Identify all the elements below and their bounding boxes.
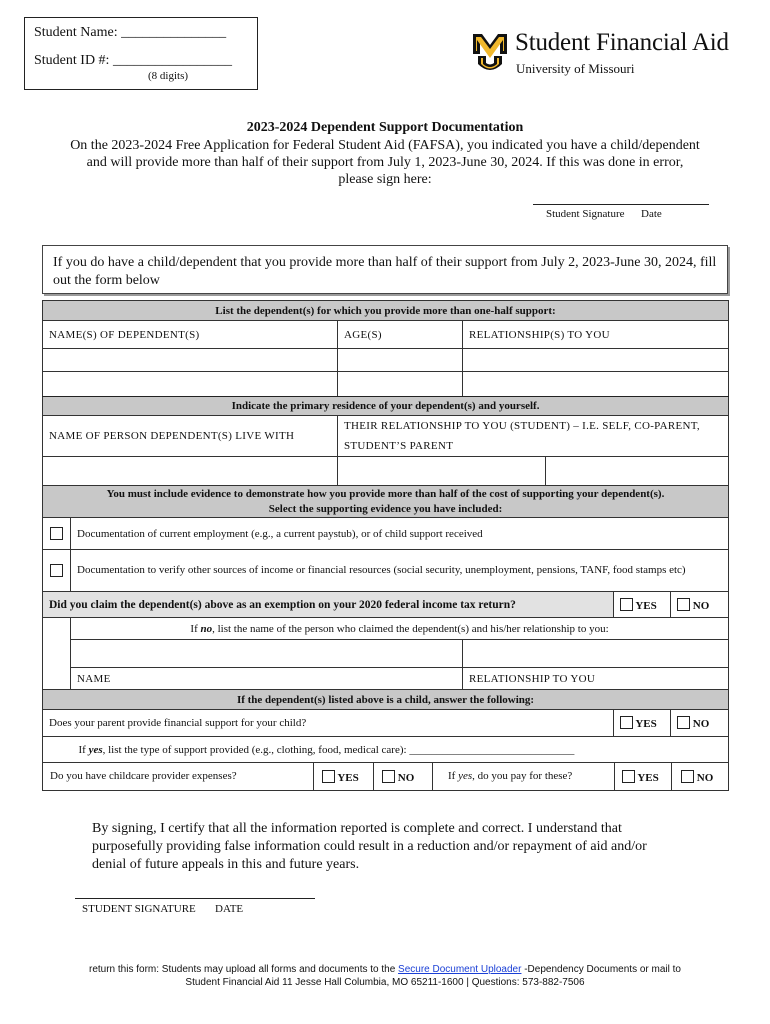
- brand-subtitle: University of Missouri: [516, 61, 635, 76]
- checkbox-icon[interactable]: [677, 598, 690, 611]
- childcare-no[interactable]: NO: [382, 770, 414, 784]
- evidence-section-subheader: Select the supporting evidence you have included:: [43, 502, 729, 518]
- document-title: 2023-2024 Dependent Support Documentation: [246, 120, 524, 135]
- checkbox-icon[interactable]: [50, 564, 63, 577]
- student-id-field[interactable]: Student ID #: _________________: [34, 53, 232, 68]
- top-signature-line[interactable]: [533, 204, 709, 205]
- checkbox-icon[interactable]: [620, 598, 633, 611]
- digits-note: (8 digits): [148, 70, 189, 82]
- top-signature-label: Student Signature Date: [546, 208, 662, 220]
- evidence-option-1[interactable]: [43, 518, 71, 550]
- mizzou-logo: [472, 32, 508, 72]
- dependent-age-input[interactable]: [338, 372, 463, 397]
- residence-person-col: NAME OF PERSON DEPENDENT(S) LIVE WITH: [43, 416, 338, 457]
- student-name-field[interactable]: Student Name: _______________: [34, 25, 227, 40]
- student-signature-line[interactable]: [75, 898, 315, 899]
- residence-relationship-input-2[interactable]: [546, 457, 729, 486]
- dependent-age-col: AGE(S): [338, 321, 463, 349]
- parent-support-no[interactable]: NO: [671, 710, 729, 737]
- student-signature-label: STUDENT SIGNATURE DATE: [82, 903, 244, 915]
- checkbox-icon[interactable]: [681, 770, 694, 783]
- dependents-section-header: List the dependent(s) for which you provide more than one-half support:: [43, 301, 729, 321]
- child-section-header: If the dependent(s) listed above is a child, answer the following:: [43, 690, 729, 710]
- tax-exemption-no[interactable]: NO: [671, 592, 729, 618]
- childcare-yes[interactable]: YES: [322, 770, 359, 784]
- residence-section-header: Indicate the primary residence of your dependent(s) and yourself.: [43, 397, 729, 416]
- dependent-name-input[interactable]: [43, 349, 338, 372]
- childcare-row: [43, 763, 729, 791]
- residence-relationship-col: THEIR RELATIONSHIP TO YOU (STUDENT) – I.E. SELF, CO-PARENT, STUDENT’S PARENT: [338, 416, 729, 457]
- childcare-pay-question: If yes, do you pay for these?: [448, 770, 573, 782]
- checkbox-icon[interactable]: [622, 770, 635, 783]
- tax-exemption-yes[interactable]: YES: [614, 592, 671, 618]
- childcare-pay-yes[interactable]: YES: [622, 770, 659, 784]
- dependent-name-input[interactable]: [43, 372, 338, 397]
- tax-exemption-question: Did you claim the dependent(s) above as an exemption on your 2020 federal income tax return?: [43, 592, 546, 618]
- instruction-callout: If you do have a child/dependent that you provide more than half of their support from July 2, 2023-June 30, 2024, fill out the form below: [42, 245, 728, 294]
- footer-instructions: return this form: Students may upload all forms and documents to the Secure Document Uploader -Dependency Documents or mail to Student Financial Aid 11 Jesse Hall Columbia, MO 65211-1600 | Questions: 573-882-7506: [89, 964, 681, 988]
- evidence-option-2-label: Documentation to verify other sources of income or financial resources (social security, unemployment, pensions, TANF, food stamps etc): [71, 550, 729, 592]
- claimer-relationship-col: RELATIONSHIP TO YOU: [463, 668, 729, 690]
- residence-relationship-input[interactable]: [338, 457, 546, 486]
- childcare-pay-no[interactable]: NO: [681, 770, 713, 784]
- checkbox-icon[interactable]: [322, 770, 335, 783]
- dependent-relationship-col: RELATIONSHIP(S) TO YOU: [463, 321, 729, 349]
- checkbox-icon[interactable]: [677, 716, 690, 729]
- intro-text: On the 2023-2024 Free Application for Federal Student Aid (FAFSA), you indicated you have a child/dependent and will provide more than half of their support from July 1, 2023-June 30, 2024. If this was done in error, please sign here:: [70, 138, 700, 187]
- childcare-question: Do you have childcare provider expenses?: [50, 770, 237, 782]
- secure-document-uploader-link[interactable]: Secure Document Uploader: [398, 964, 522, 975]
- checkbox-icon[interactable]: [50, 527, 63, 540]
- parent-support-yes[interactable]: YES: [614, 710, 671, 737]
- support-form: [42, 300, 729, 791]
- residence-person-input[interactable]: [43, 457, 338, 486]
- evidence-section-header: You must include evidence to demonstrate how you provide more than half of the cost of supporting your dependent(s).: [43, 486, 729, 502]
- dependent-age-input[interactable]: [338, 349, 463, 372]
- certification-text: By signing, I certify that all the information reported is complete and correct. I understand that purposefully providing false information could result in a reduction and/or repayment of aid and/or denial of future appeals in this and future years.: [92, 821, 647, 872]
- dependent-name-col: NAME(S) OF DEPENDENT(S): [43, 321, 338, 349]
- parent-support-question: Does your parent provide financial support for your child?: [43, 710, 546, 737]
- student-id-box: [24, 17, 258, 90]
- checkbox-icon[interactable]: [382, 770, 395, 783]
- dependent-relationship-input[interactable]: [463, 372, 729, 397]
- evidence-option-1-label: Documentation of current employment (e.g., a current paystub), or of child support received: [71, 518, 729, 550]
- evidence-option-2[interactable]: [43, 550, 71, 592]
- claimer-name-input[interactable]: [71, 640, 463, 668]
- claimer-name-col: NAME: [71, 668, 463, 690]
- support-type-followup[interactable]: If yes, list the type of support provided (e.g., clothing, food, medical care): ______________________________: [71, 737, 729, 763]
- claimer-relationship-input[interactable]: [463, 640, 729, 668]
- tax-exemption-followup: If no, list the name of the person who claimed the dependent(s) and his/her relationship to you:: [71, 618, 729, 640]
- brand-title: Student Financial Aid: [515, 29, 729, 56]
- checkbox-icon[interactable]: [620, 716, 633, 729]
- dependent-relationship-input[interactable]: [463, 349, 729, 372]
